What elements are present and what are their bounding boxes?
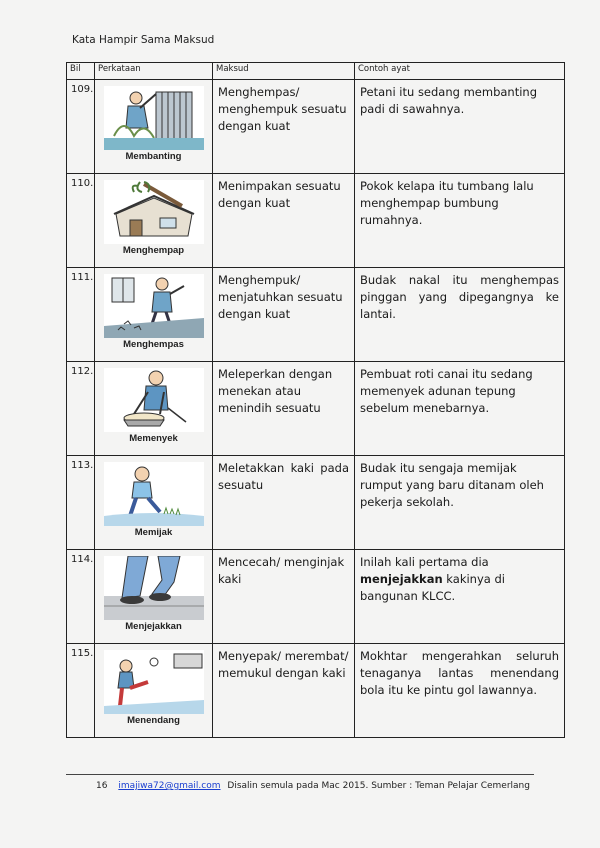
page-header-title: Kata Hampir Sama Maksud [72,34,215,46]
example-text-end: kakinya di bangunan KLCC. [360,572,505,603]
footer-divider [66,774,534,775]
meaning-cell: Meletakkan kaki pada sesuatu [213,456,355,550]
table-header-row [67,63,565,80]
row-number: 112. [67,362,95,456]
example-cell [355,362,565,456]
row-number: 109. [67,80,95,174]
memenyek-illustration [104,368,204,432]
example-cell [355,644,565,738]
word-label: Menjejakkan [125,621,182,632]
table-row [67,268,565,362]
word-label: Memenyek [129,433,178,444]
menghempap-illustration [104,180,204,244]
example-text: Budak itu sengaja memijak rumput yang baru ditanam oleh pekerja sekolah. [360,461,544,509]
word-label: Memijak [134,527,173,538]
example-cell [355,80,565,174]
meaning-cell: Menyepak/ merembat/ memukul dengan kaki [213,644,355,738]
example-text: Budak nakal itu menghempas pinggan yang dipegangnya ke lantai. [360,273,559,321]
word-label: Menghempas [123,339,184,350]
table-row [67,550,565,644]
table-row [67,80,565,174]
row-number: 115. [67,644,95,738]
menghempas-illustration [104,274,204,338]
word-cell [95,362,213,456]
column-header-contoh-ayat: Contoh ayat [355,63,565,80]
example-text: Inilah kali pertama dia [360,555,489,569]
row-number: 111. [67,268,95,362]
membanting-illustration [104,86,204,150]
column-header-bil: Bil [67,63,95,80]
menendang-illustration [104,650,204,714]
example-cell [355,268,565,362]
page-footer [96,781,530,791]
menjejakkan-illustration [104,556,204,620]
column-header-maksud: Maksud [213,63,355,80]
memijak-illustration [104,462,204,526]
word-cell [95,80,213,174]
table-row [67,456,565,550]
word-cell [95,456,213,550]
meaning-cell: Mencecah/ menginjak kaki [213,550,355,644]
column-header-perkataan: Perkataan [95,63,213,80]
footer-note: Disalin semula pada Mac 2015. Sumber : Teman Pelajar Cemerlang [227,781,530,791]
meaning-cell: Menimpakan sesuatu dengan kuat [213,174,355,268]
word-label: Menendang [127,715,180,726]
example-cell [355,550,565,644]
email-link[interactable]: imajiwa72@gmail.com [118,781,221,791]
meaning-cell: Menghempas/ menghempuk sesuatu dengan kuat [213,80,355,174]
row-number: 113. [67,456,95,550]
word-cell [95,174,213,268]
word-cell [95,268,213,362]
table-row [67,174,565,268]
word-label: Menghempap [122,245,185,256]
word-label: Membanting [125,151,182,162]
example-text: Petani itu sedang membanting padi di sawahnya. [360,85,538,116]
word-cell [95,644,213,738]
table-row [67,644,565,738]
row-number: 110. [67,174,95,268]
meaning-cell: Meleperkan dengan menekan atau menindih sesuatu [213,362,355,456]
example-cell [355,456,565,550]
page-number: 16 [96,781,108,791]
example-text: Mokhtar mengerahkan seluruh tenaganya lantas menendang bola itu ke pintu gol lawannya. [360,649,559,697]
example-text: Pokok kelapa itu tumbang lalu menghempap bumbung rumahnya. [360,179,534,227]
example-text: Pembuat roti canai itu sedang memenyek adunan tepung sebelum menebarnya. [360,367,533,415]
example-bold-text: menjejakkan [360,572,443,586]
meaning-cell: Menghempuk/ menjatuhkan sesuatu dengan kuat [213,268,355,362]
row-number: 114. [67,550,95,644]
vocabulary-table [66,62,565,738]
word-cell [95,550,213,644]
table-row [67,362,565,456]
example-cell [355,174,565,268]
